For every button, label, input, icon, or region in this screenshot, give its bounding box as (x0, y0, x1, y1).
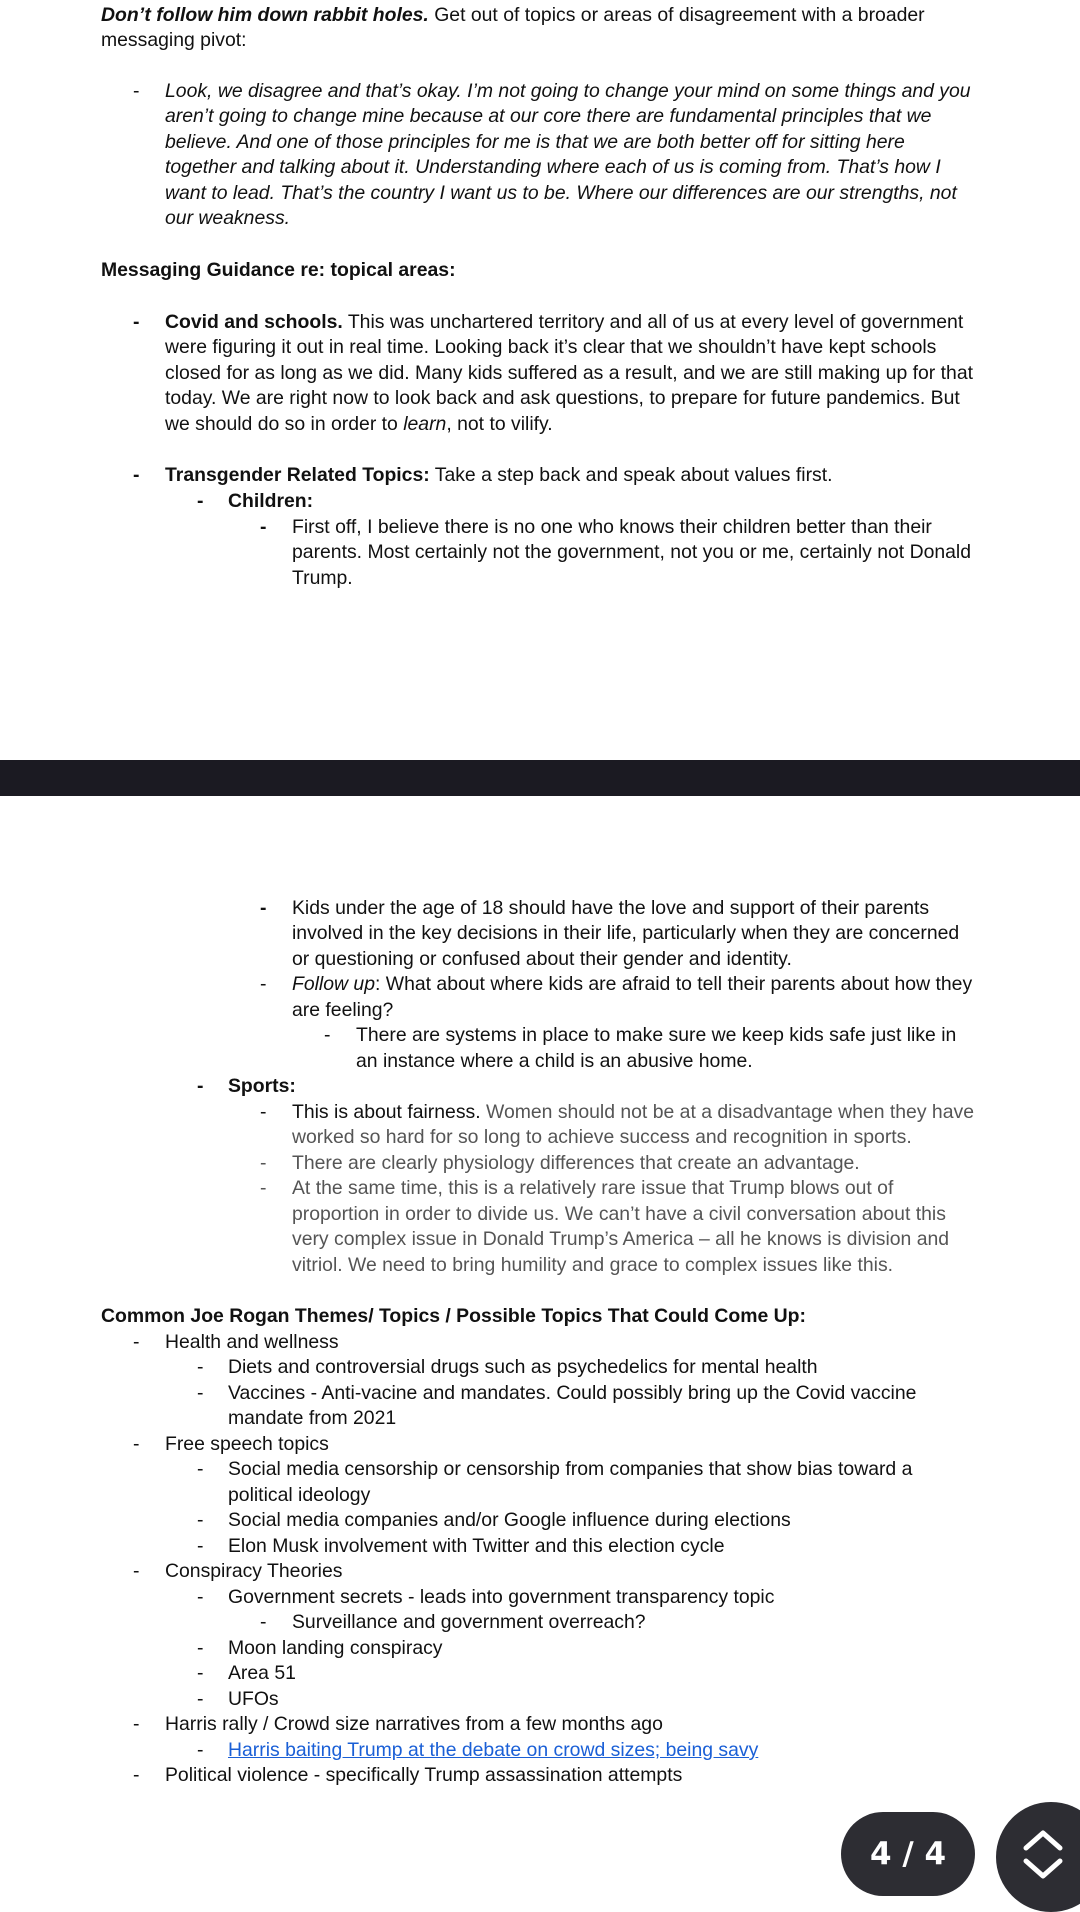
list-item: Free speech topics (165, 1433, 329, 1455)
bullet-dash: - (133, 464, 140, 486)
fairness-line: This is about fairness. Women should not be at a disadvantage when they have (292, 1101, 974, 1123)
list-item: Social media censorship or censorship from companies that show bias toward a (228, 1458, 913, 1480)
quote-line: together and talking about it. Understanding where each of us is coming from. That’s how I (165, 156, 941, 178)
bullet-dash: - (197, 1535, 204, 1557)
children-label: Children: (228, 490, 314, 512)
section-heading: Common Joe Rogan Themes/ Topics / Possible Topics That Could Come Up: (101, 1305, 806, 1327)
same-time-line: vitriol. We need to bring humility and grace to complex issues like this. (292, 1254, 894, 1276)
list-item: Political violence - specifically Trump assassination attempts (165, 1764, 683, 1786)
children-line: Trump. (292, 567, 353, 589)
same-time-line: proportion in order to divide us. We can’t have a civil conversation about this (292, 1203, 946, 1225)
list-item: Government secrets - leads into government transparency topic (228, 1586, 775, 1608)
section-heading: Messaging Guidance re: topical areas: (101, 259, 456, 281)
page-divider (0, 760, 1080, 796)
bullet-dash: - (197, 1382, 204, 1404)
same-time-line: very complex issue in Donald Trump’s America – all he knows is division and (292, 1228, 950, 1250)
bullet-dash: - (197, 1509, 204, 1531)
quote-line: our weakness. (165, 207, 291, 229)
bullet-dash: - (133, 1764, 140, 1786)
transgender-line: Transgender Related Topics: Take a step back and speak about values first. (165, 464, 833, 486)
same-time-line: At the same time, this is a relatively rare issue that Trump blows out of (292, 1177, 894, 1199)
quote-line: Look, we disagree and that’s okay. I’m not going to change your mind on some things and you (165, 80, 971, 102)
list-item: Harris rally / Crowd size narratives from a few months ago (165, 1713, 663, 1735)
chevron-up-down-icon (1016, 1824, 1070, 1884)
systems-line: an instance where a child is an abusive home. (356, 1050, 753, 1072)
covid-line: we should do so in order to learn, not to vilify. (165, 413, 553, 435)
bullet-dash: - (260, 973, 267, 995)
fairness-line: worked so hard for so long to achieve success and recognition in sports. (292, 1126, 912, 1148)
list-item: Elon Musk involvement with Twitter and this election cycle (228, 1535, 725, 1557)
physiology-line: There are clearly physiology differences that create an advantage. (292, 1152, 860, 1174)
covid-line: were figuring it out in real time. Looking back it’s clear that we shouldn’t have kept schools (165, 336, 937, 358)
bullet-dash: - (133, 1560, 140, 1582)
children-line: First off, I believe there is no one who knows their children better than their (292, 516, 932, 538)
children-line: parents. Most certainly not the government, not you or me, certainly not Donald (292, 541, 972, 563)
bullet-dash: - (197, 490, 204, 512)
bullet-dash: - (197, 1458, 204, 1480)
intro-line-2: messaging pivot: (101, 29, 247, 51)
crowd-size-link[interactable]: Harris baiting Trump at the debate on crowd sizes; being savy (228, 1739, 759, 1761)
list-item: Health and wellness (165, 1331, 339, 1353)
list-item: Social media companies and/or Google influence during elections (228, 1509, 791, 1531)
kids-line: Kids under the age of 18 should have the love and support of their parents (292, 897, 930, 919)
bullet-dash: - (197, 1356, 204, 1378)
bullet-dash: - (197, 1075, 204, 1097)
bullet-dash: - (197, 1688, 204, 1710)
list-item: Vaccines - Anti-vacine and mandates. Could possibly bring up the Covid vaccine (228, 1382, 917, 1404)
list-item: Conspiracy Theories (165, 1560, 343, 1582)
bullet-dash: - (260, 1152, 267, 1174)
bullet-dash: - (133, 311, 140, 333)
list-item: political ideology (228, 1484, 371, 1506)
intro-line: Don’t follow him down rabbit holes. Get out of topics or areas of disagreement with a broader (101, 4, 925, 26)
list-item: Diets and controversial drugs such as psychedelics for mental health (228, 1356, 818, 1378)
list-item: Area 51 (228, 1662, 296, 1684)
covid-line: closed for as long as we did. Many kids suffered as a result, and we are still making up for that (165, 362, 973, 384)
quote-line: believe. And one of those principles for me is that we are both better off for sitting here (165, 131, 905, 153)
follow-up-line: Follow up: What about where kids are afraid to tell their parents about how they (292, 973, 973, 995)
bullet-dash: - (260, 1611, 267, 1633)
bullet-dash: - (260, 1101, 267, 1123)
bullet-dash: - (133, 1331, 140, 1353)
kids-line: involved in the key decisions in their life, particularly when they are concerned (292, 922, 960, 944)
bullet-dash: - (197, 1739, 204, 1761)
bullet-dash: - (260, 897, 267, 919)
kids-line: or questioning or confused about their gender and identity. (292, 948, 792, 970)
bullet-dash: - (197, 1637, 204, 1659)
bullet-dash: - (260, 1177, 267, 1199)
bullet-dash: - (133, 1713, 140, 1735)
document-page-4 (0, 796, 1080, 1911)
quote-line: want to lead. That’s the country I want us to be. Where our differences are our strengths, not (165, 182, 957, 204)
bullet-dash: - (197, 1586, 204, 1608)
follow-up-line: are feeling? (292, 999, 394, 1021)
bullet-dash: - (197, 1662, 204, 1684)
bullet-dash: - (260, 516, 267, 538)
sports-label: Sports: (228, 1075, 296, 1097)
list-item: UFOs (228, 1688, 279, 1710)
quote-line: aren’t going to change mine because at our core there are fundamental principles that we (165, 105, 932, 127)
document-page-3 (0, 0, 1080, 760)
page-counter: 4 / 4 (841, 1812, 975, 1896)
systems-line: There are systems in place to make sure we keep kids safe just like in (356, 1024, 957, 1046)
bullet-dash: - (324, 1024, 331, 1046)
bullet-dash: - (133, 1433, 140, 1455)
covid-line: today. We are right now to look back and ask questions, to prepare for future pandemics. But (165, 387, 960, 409)
list-item: Surveillance and government overreach? (292, 1611, 646, 1633)
list-item: Moon landing conspiracy (228, 1637, 443, 1659)
bullet-dash: - (133, 80, 140, 102)
list-item: mandate from 2021 (228, 1407, 397, 1429)
covid-line: Covid and schools. This was unchartered territory and all of us at every level of government (165, 311, 964, 333)
